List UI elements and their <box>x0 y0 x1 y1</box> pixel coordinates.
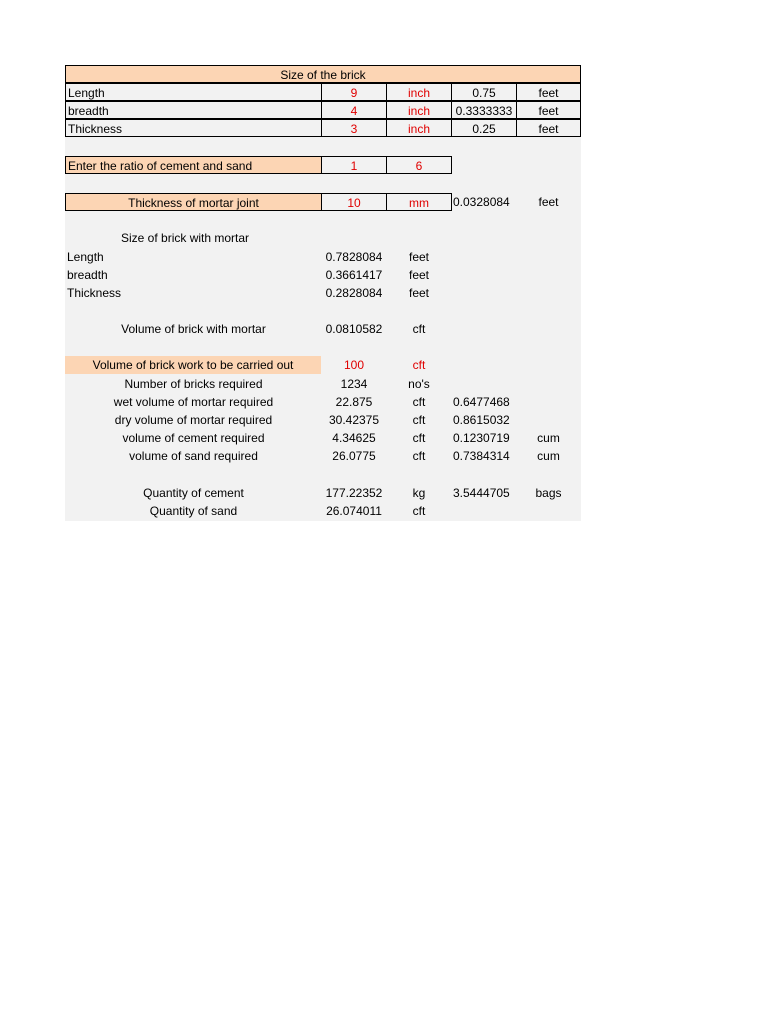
cement-volume-value[interactable]: 4.34625 <box>332 431 376 445</box>
brick-breadth-label[interactable]: breadth <box>65 101 322 119</box>
with-mortar-length-unit: feet <box>408 250 429 264</box>
sand-volume-label: volume of sand required <box>129 449 258 463</box>
dry-mortar-label: dry volume of mortar required <box>114 413 273 427</box>
mortar-joint-label[interactable]: Thickness of mortar joint <box>65 193 322 211</box>
cement-quantity-bags[interactable]: 3.5444705 <box>453 486 510 500</box>
with-mortar-title: Size of brick with mortar <box>121 231 250 245</box>
sand-volume-extra-unit: cum <box>537 449 560 463</box>
cement-quantity-unit: kg <box>412 486 426 500</box>
sand-quantity-label: Quantity of sand <box>149 504 238 518</box>
cement-quantity-bags-unit: bags <box>535 486 562 500</box>
with-mortar-thickness-value[interactable]: 0.2828084 <box>325 286 383 300</box>
with-mortar-breadth-label: breadth <box>67 268 108 282</box>
ratio-sand-input[interactable]: 6 <box>386 156 452 174</box>
with-mortar-thickness-unit: feet <box>408 286 429 300</box>
with-mortar-breadth-unit: feet <box>408 268 429 282</box>
brick-size-header[interactable]: Size of the brick <box>65 65 581 83</box>
brick-length-value[interactable]: 9 <box>321 83 387 101</box>
dry-mortar-extra[interactable]: 0.8615032 <box>453 413 510 427</box>
mortar-joint-input[interactable]: 10 <box>321 193 387 211</box>
spreadsheet-area <box>65 65 581 521</box>
wet-mortar-value[interactable]: 22.875 <box>335 395 373 409</box>
mortar-joint-unit[interactable]: mm <box>386 193 452 211</box>
with-mortar-thickness-label: Thickness <box>67 286 122 300</box>
work-volume-unit: cft <box>412 358 426 372</box>
brick-length-feet[interactable]: 0.75 <box>451 83 517 101</box>
cement-volume-label: volume of cement required <box>122 431 265 445</box>
mortar-joint-feet-unit[interactable]: feet <box>538 195 559 209</box>
brick-breadth-feet-unit[interactable]: feet <box>516 101 581 119</box>
with-mortar-breadth-value[interactable]: 0.3661417 <box>325 268 383 282</box>
ratio-cement-input[interactable]: 1 <box>321 156 387 174</box>
cement-volume-unit: cft <box>412 431 426 445</box>
cement-quantity-label: Quantity of cement <box>143 486 244 500</box>
wet-mortar-unit: cft <box>412 395 426 409</box>
bricks-required-value[interactable]: 1234 <box>340 377 368 391</box>
dry-mortar-unit: cft <box>412 413 426 427</box>
work-volume-label[interactable]: Volume of brick work to be carried out <box>65 356 321 374</box>
brick-length-unit[interactable]: inch <box>386 83 452 101</box>
brick-length-feet-unit[interactable]: feet <box>516 83 581 101</box>
sand-volume-unit: cft <box>412 449 426 463</box>
bricks-required-unit: no's <box>408 377 430 391</box>
wet-mortar-extra[interactable]: 0.6477468 <box>453 395 510 409</box>
cement-volume-extra-unit: cum <box>537 431 560 445</box>
cement-volume-extra[interactable]: 0.1230719 <box>453 431 510 445</box>
brick-breadth-feet[interactable]: 0.3333333 <box>451 101 517 119</box>
wet-mortar-label: wet volume of mortar required <box>113 395 274 409</box>
volume-brick-value[interactable]: 0.0810582 <box>325 322 383 336</box>
with-mortar-length-label: Length <box>67 250 104 264</box>
work-volume-input[interactable]: 100 <box>343 358 365 372</box>
volume-brick-label: Volume of brick with mortar <box>121 322 266 336</box>
dry-mortar-value[interactable]: 30.42375 <box>328 413 380 427</box>
sand-quantity-unit: cft <box>412 504 426 518</box>
brick-thickness-unit[interactable]: inch <box>386 119 452 137</box>
brick-thickness-feet[interactable]: 0.25 <box>451 119 517 137</box>
brick-breadth-value[interactable]: 4 <box>321 101 387 119</box>
brick-length-label[interactable]: Length <box>65 83 322 101</box>
brick-breadth-unit[interactable]: inch <box>386 101 452 119</box>
brick-thickness-feet-unit[interactable]: feet <box>516 119 581 137</box>
sand-volume-value[interactable]: 26.0775 <box>332 449 376 463</box>
ratio-label[interactable]: Enter the ratio of cement and sand <box>65 156 322 174</box>
bricks-required-label: Number of bricks required <box>124 377 263 391</box>
cement-quantity-value[interactable]: 177.22352 <box>325 486 383 500</box>
sand-quantity-value[interactable]: 26.074011 <box>326 504 382 518</box>
mortar-joint-feet[interactable]: 0.0328084 <box>453 195 510 209</box>
sand-volume-extra[interactable]: 0.7384314 <box>453 449 510 463</box>
with-mortar-length-value[interactable]: 0.7828084 <box>325 250 383 264</box>
brick-thickness-value[interactable]: 3 <box>321 119 387 137</box>
brick-thickness-label[interactable]: Thickness <box>65 119 322 137</box>
volume-brick-unit: cft <box>412 322 426 336</box>
